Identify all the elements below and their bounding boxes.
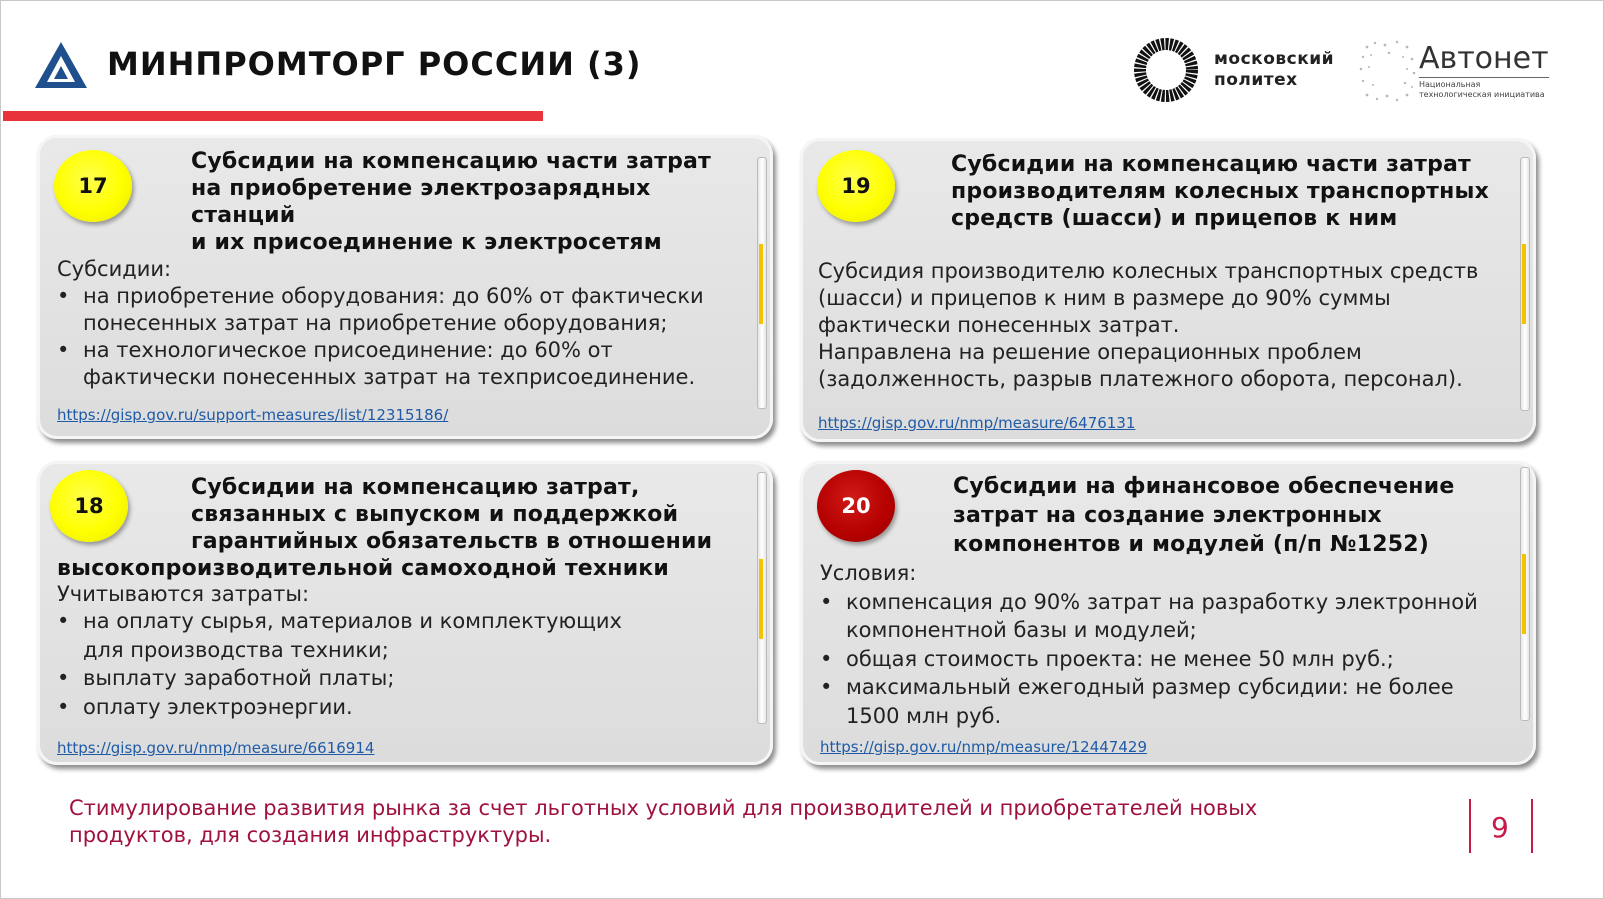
scrollbar-thumb[interactable] [1522, 554, 1526, 634]
autonet-name: Автонет [1419, 41, 1549, 76]
card-18-number-badge: 18 [50, 470, 128, 542]
autonet-dots-icon [1357, 39, 1417, 103]
card-18-intro: Учитываются затраты: [57, 582, 310, 606]
header-accent-bar [3, 111, 543, 121]
list-item: • оплату электроэнергии. [57, 693, 757, 722]
card-17-scrollbar[interactable] [757, 157, 767, 409]
scrollbar-thumb[interactable] [759, 559, 763, 639]
list-item: • максимальный ежегодный размер субсидии: не более 1500 млн руб. [820, 673, 1520, 730]
list-item: • компенсация до 90% затрат на разработку электронной компонентной базы и модулей; [820, 588, 1520, 645]
list-item: • общая стоимость проекта: не менее 50 млн руб.; [820, 645, 1520, 674]
list-item: • на оплату сырья, материалов и комплектующих для производства техники; [57, 607, 757, 664]
card-18-scrollbar[interactable] [757, 472, 767, 724]
card-20-intro: Условия: [820, 561, 917, 585]
card-17-intro: Субсидии: [57, 257, 172, 281]
card-20-body [820, 559, 1520, 730]
moscow-polytech-name: московский политех [1214, 49, 1335, 90]
list-item: • на приобретение оборудования: до 60% от фактически понесенных затрат на приобретение оборудования; [57, 283, 757, 337]
card-20-number-badge: 20 [817, 470, 895, 542]
page-title: МИНПРОМТОРГ РОССИИ (3) [107, 45, 642, 83]
moscow-polytech-logo-icon [1134, 38, 1198, 102]
card-20-scrollbar[interactable] [1520, 467, 1530, 721]
page-divider-right [1531, 799, 1533, 853]
card-20-link[interactable]: https://gisp.gov.ru/nmp/measure/12447429 [820, 738, 1147, 756]
footer-text: Стимулирование развития рынка за счет льготных условий для производителей и приобретателей новых продуктов, для создания инфраструктуры. [69, 796, 1258, 847]
list-item: • на технологическое присоединение: до 60% от фактически понесенных затрат на техприсоединение. [57, 337, 757, 391]
card-20-title: Субсидии на финансовое обеспечение затрат на создание электронных компонентов и модулей (п/п №1252) [953, 474, 1455, 557]
autonet-subtitle: Национальная технологическая инициатива [1419, 77, 1549, 100]
card-19-number-badge: 19 [817, 150, 895, 222]
card-19-title: Субсидии на компенсацию части затрат производителям колесных транспортных средств (шасси) и прицепов к ним [951, 152, 1489, 231]
scrollbar-thumb[interactable] [1522, 244, 1526, 324]
page-number: 9 [1491, 811, 1509, 844]
card-19-scrollbar[interactable] [1520, 157, 1530, 411]
card-19-body: Субсидия производителю колесных транспортных средств (шасси) и прицепов к ним в размере до 90% суммы фактически понесенных затрат. Направлена на решение операционных проблем (задолженность, разрыв платежного оборота, персонал). [818, 259, 1479, 391]
scrollbar-thumb[interactable] [759, 244, 763, 324]
card-17-title: Субсидии на компенсацию части затрат на приобретение электрозарядных станций и их присоединение к электросетям [191, 149, 712, 255]
page-divider-left [1469, 799, 1471, 853]
card-19-link[interactable]: https://gisp.gov.ru/nmp/measure/6476131 [818, 414, 1136, 432]
card-18-link[interactable]: https://gisp.gov.ru/nmp/measure/6616914 [57, 739, 375, 757]
autonet-logo [1357, 39, 1557, 103]
list-item: • выплату заработной платы; [57, 664, 757, 693]
minpromtorg-logo-icon [35, 42, 87, 88]
card-18-title: Субсидии на компенсацию затрат, связанных с выпуском и поддержкой гарантийных обязательств в отношении высокопроизводительной самоходной техники [57, 475, 713, 581]
card-17-link[interactable]: https://gisp.gov.ru/support-measures/list/12315186/ [57, 406, 449, 424]
card-17-number-badge: 17 [54, 150, 132, 222]
card-18-body [57, 581, 757, 721]
card-17-body [57, 256, 757, 391]
